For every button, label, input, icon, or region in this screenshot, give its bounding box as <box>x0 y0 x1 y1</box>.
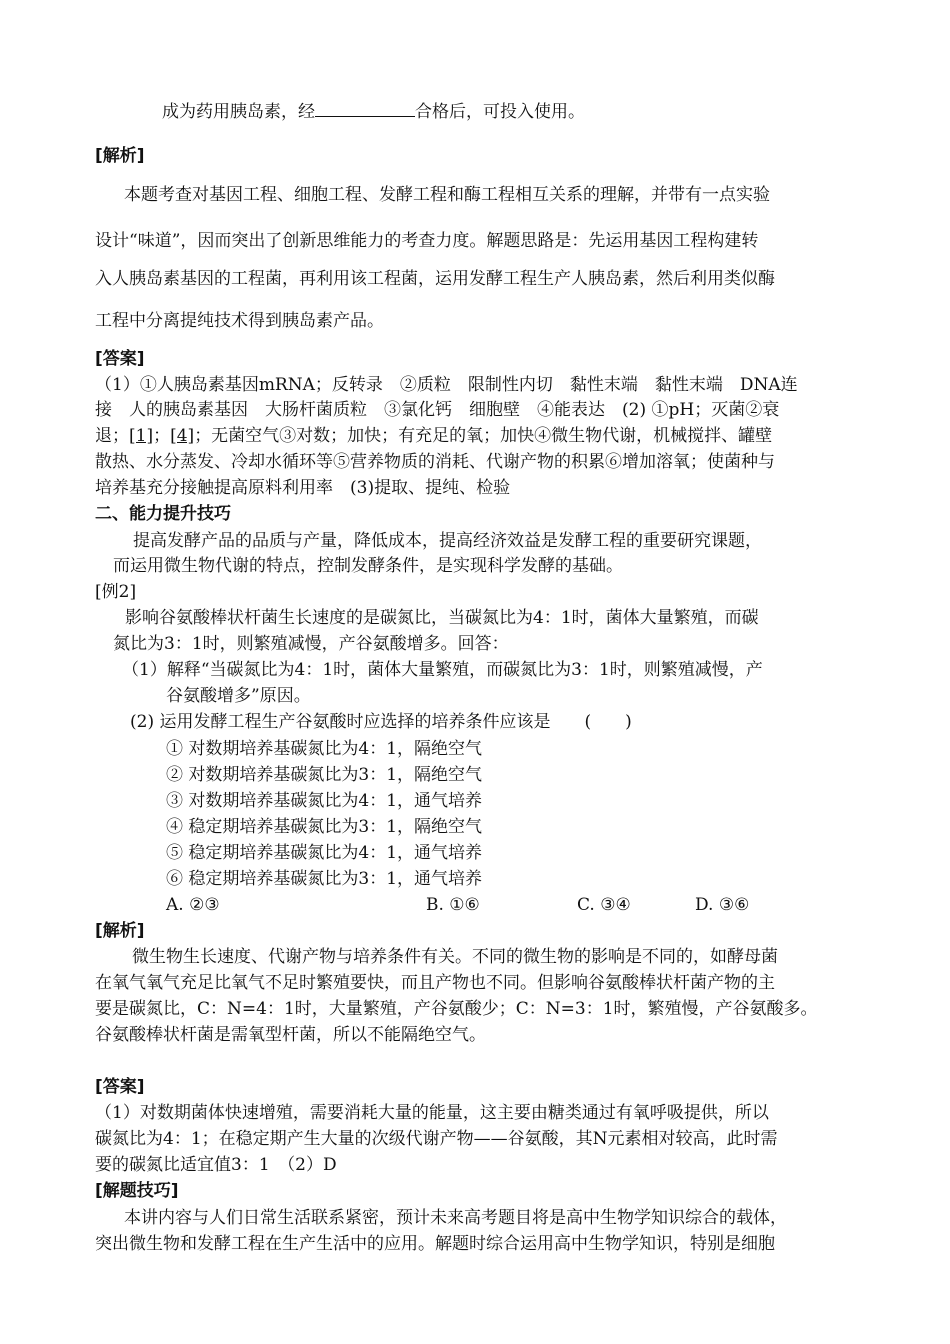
tips-line: 突出微生物和发酵工程在生产生活中的应用。解题时综合运用高中生物学知识，特别是细胞 <box>95 1234 775 1254</box>
section-heading: 二、能力提升技巧 <box>95 504 231 524</box>
answer-line: 培养基充分接触提高原料利用率 (3)提取、提纯、检验 <box>95 478 511 498</box>
answer-line: 散热、水分蒸发、冷却水循环等⑤营养物质的消耗、代谢产物的积累⑥增加溶氧；使菌种与 <box>95 452 775 472</box>
answer-line: （1）对数期菌体快速增殖，需要消耗大量的能量，这主要由糖类通过有氧呼吸提供，所以 <box>95 1103 769 1123</box>
analysis-line: 设计“味道”，因而突出了创新思维能力的考查力度。解题思路是：先运用基因工程构建转 <box>95 231 759 251</box>
analysis-line: 要是碳氮比，C：N=4：1时，大量繁殖，产谷氨酸少；C：N=3：1时，繁殖慢，产谷氨酸多。 <box>95 999 818 1019</box>
option-item: ④ 稳定期培养基碳氮比为3：1，隔绝空气 <box>166 817 483 837</box>
option-item: ② 对数期培养基碳氮比为3：1，隔绝空气 <box>166 765 483 785</box>
analysis-line: 谷氨酸棒状杆菌是需氧型杆菌，所以不能隔绝空气。 <box>95 1025 486 1045</box>
intro-line: 提高发酵产品的品质与产量，降低成本，提高经济效益是发酵工程的重要研究课题， <box>133 531 762 551</box>
choice-d: D. ③⑥ <box>695 895 750 915</box>
reference-link[interactable]: [4] <box>170 426 195 446</box>
choice-b: B. ①⑥ <box>426 895 480 915</box>
option-item: ③ 对数期培养基碳氮比为4：1，通气培养 <box>166 791 483 811</box>
analysis-line: 在氧气氧气充足比氧气不足时繁殖要快，而且产物也不同。但影响谷氨酸棒状杆菌产物的主 <box>95 973 775 993</box>
analysis-heading: [解析] <box>95 921 145 941</box>
answer-heading: [答案] <box>95 1077 145 1097</box>
example-label: [例2] <box>95 582 137 602</box>
answer-line: 退；[1]；[4]；无菌空气③对数；加快；有充足的氧；加快④微生物代谢，机械搅拌、罐壁 <box>95 426 773 446</box>
analysis-line: 入人胰岛素基因的工程菌，再利用该工程菌，运用发酵工程生产人胰岛素，然后利用类似酶 <box>95 269 775 289</box>
analysis-line: 微生物生长速度、代谢产物与培养条件有关。不同的微生物的影响是不同的，如酵母菌 <box>132 947 778 967</box>
answer-heading: [答案] <box>95 349 145 369</box>
sub-question: 谷氨酸增多”原因。 <box>166 686 311 706</box>
choice-a: A. ②③ <box>166 895 220 915</box>
example-stem-line: 氮比为3：1时，则繁殖减慢，产谷氨酸增多。回答： <box>113 634 509 654</box>
option-item: ① 对数期培养基碳氮比为4：1，隔绝空气 <box>166 739 483 759</box>
question-line-end: 成为药用胰岛素，经 合格后，可投入使用。 <box>162 102 585 122</box>
sub-question: (2) 运用发酵工程生产谷氨酸时应选择的培养条件应该是 ( ) <box>130 712 632 732</box>
analysis-line: 工程中分离提纯技术得到胰岛素产品。 <box>95 311 384 331</box>
analysis-heading: [解析] <box>95 146 145 166</box>
answer-line: 要的碳氮比适宜值3：1 （2）D <box>95 1155 337 1175</box>
tips-line: 本讲内容与人们日常生活联系紧密，预计未来高考题目将是高中生物学知识综合的载体， <box>124 1208 787 1228</box>
answer-line: 碳氮比为4：1；在稳定期产生大量的次级代谢产物——谷氨酸，其N元素相对较高，此时需 <box>95 1129 778 1149</box>
tips-heading: [解题技巧] <box>95 1181 179 1201</box>
answer-blank <box>315 100 415 117</box>
answer-line: 接 人的胰岛素基因 大肠杆菌质粒 ③氯化钙 细胞壁 ④能表达 (2) ①pH；灭菌②衰 <box>95 400 780 420</box>
analysis-line: 本题考查对基因工程、细胞工程、发酵工程和酶工程相互关系的理解，并带有一点实验 <box>124 185 770 205</box>
reference-link[interactable]: [1] <box>129 426 154 446</box>
sub-question: （1）解释“当碳氮比为4：1时，菌体大量繁殖，而碳氮比为3：1时，则繁殖减慢，产 <box>122 660 763 680</box>
option-item: ⑤ 稳定期培养基碳氮比为4：1，通气培养 <box>166 843 483 863</box>
example-stem-line: 影响谷氨酸棒状杆菌生长速度的是碳氮比，当碳氮比为4：1时，菌体大量繁殖，而碳 <box>125 608 759 628</box>
choice-c: C. ③④ <box>577 895 631 915</box>
answer-line: （1）①人胰岛素基因mRNA；反转录 ②质粒 限制性内切 黏性末端 黏性末端 DNA连 <box>95 375 798 395</box>
intro-line: 而运用微生物代谢的特点，控制发酵条件，是实现科学发酵的基础。 <box>113 556 623 576</box>
option-item: ⑥ 稳定期培养基碳氮比为3：1，通气培养 <box>166 869 483 889</box>
